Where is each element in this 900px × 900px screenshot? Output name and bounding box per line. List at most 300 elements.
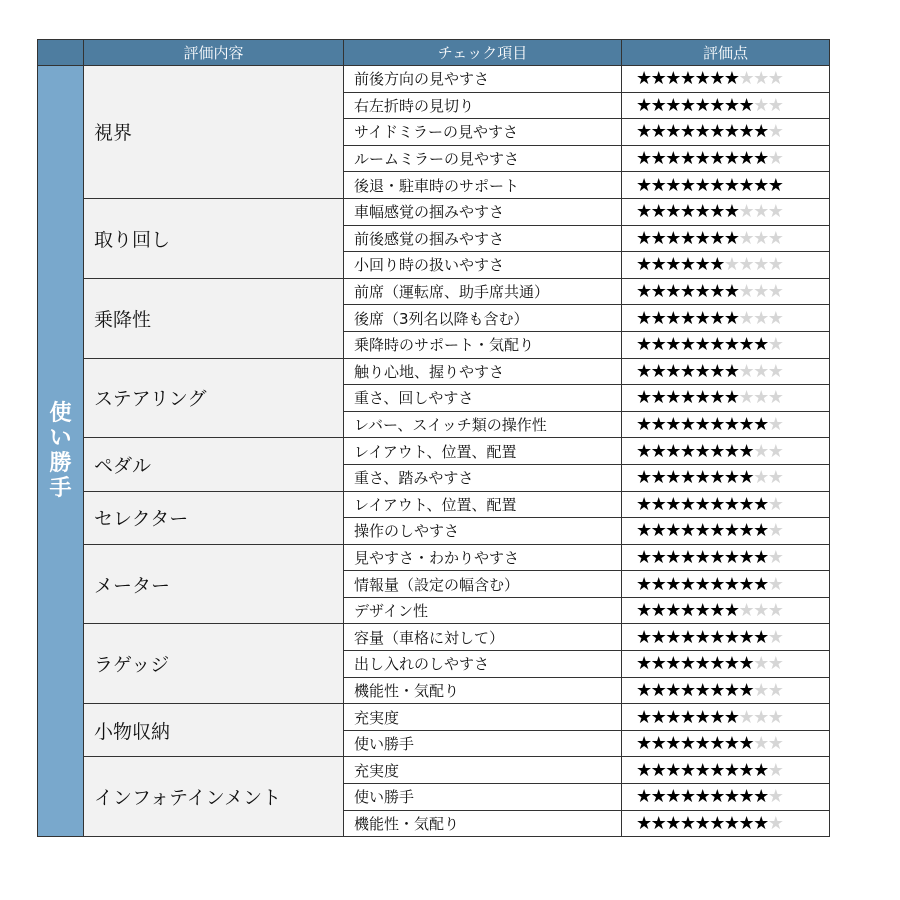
check-item: 充実度 (344, 704, 622, 731)
star-filled-icon: ★ (738, 733, 754, 755)
score-cell (622, 544, 830, 571)
star-filled-icon: ★ (709, 148, 724, 170)
check-item: 使い勝手 (344, 730, 622, 757)
check-item: レイアウト、位置、配置 (344, 491, 622, 518)
star-filled-icon: ★ (650, 520, 666, 542)
check-item: 乗降時のサポート・気配り (344, 331, 622, 358)
score-cell (622, 571, 830, 598)
table-row (38, 438, 830, 465)
star-filled-icon: ★ (650, 679, 666, 701)
star-filled-icon: ★ (753, 520, 768, 542)
score-cell (622, 358, 830, 385)
star-filled-icon: ★ (650, 759, 666, 781)
star-filled-icon: ★ (738, 812, 754, 834)
star-filled-icon: ★ (709, 812, 724, 834)
table-row (38, 624, 830, 651)
check-item: 操作のしやすさ (344, 518, 622, 545)
star-filled-icon: ★ (709, 520, 724, 542)
section-label (38, 66, 84, 837)
star-filled-icon: ★ (650, 600, 666, 622)
star-filled-icon: ★ (650, 68, 666, 90)
star-filled-icon: ★ (679, 174, 695, 196)
star-empty-icon: ★ (767, 281, 783, 303)
star-empty-icon: ★ (723, 254, 739, 276)
star-empty-icon: ★ (753, 68, 768, 90)
star-filled-icon: ★ (738, 520, 754, 542)
evaluation-table (37, 39, 830, 837)
star-filled-icon: ★ (709, 626, 724, 648)
star-filled-icon: ★ (723, 573, 739, 595)
star-empty-icon: ★ (767, 786, 783, 808)
star-filled-icon: ★ (636, 440, 651, 462)
star-rating (636, 680, 782, 701)
table-row (38, 358, 830, 385)
star-empty-icon: ★ (767, 307, 783, 329)
star-filled-icon: ★ (694, 679, 710, 701)
star-rating (636, 813, 782, 834)
star-filled-icon: ★ (709, 360, 724, 382)
star-empty-icon: ★ (753, 653, 768, 675)
star-filled-icon: ★ (738, 334, 754, 356)
category-name: セレクター (84, 491, 344, 544)
score-cell (622, 145, 830, 172)
star-filled-icon: ★ (665, 360, 680, 382)
star-filled-icon: ★ (738, 546, 754, 568)
star-filled-icon: ★ (679, 121, 695, 143)
star-filled-icon: ★ (650, 387, 666, 409)
star-filled-icon: ★ (694, 626, 710, 648)
star-filled-icon: ★ (650, 414, 666, 436)
star-filled-icon: ★ (738, 121, 754, 143)
table-row (38, 704, 830, 731)
star-filled-icon: ★ (636, 121, 651, 143)
score-cell (622, 92, 830, 119)
star-filled-icon: ★ (679, 759, 695, 781)
star-rating (636, 707, 782, 728)
star-filled-icon: ★ (723, 68, 739, 90)
check-item: 出し入れのしやすさ (344, 651, 622, 678)
star-filled-icon: ★ (723, 121, 739, 143)
check-item: 後席（3列名以降も含む） (344, 305, 622, 332)
score-cell (622, 225, 830, 252)
star-filled-icon: ★ (753, 121, 768, 143)
star-empty-icon: ★ (753, 254, 768, 276)
star-filled-icon: ★ (636, 600, 651, 622)
star-filled-icon: ★ (679, 679, 695, 701)
star-filled-icon: ★ (665, 546, 680, 568)
star-rating (636, 361, 782, 382)
header-score: 評価点 (622, 40, 830, 66)
check-item: レイアウト、位置、配置 (344, 438, 622, 465)
star-rating (636, 121, 782, 142)
star-empty-icon: ★ (738, 360, 754, 382)
star-empty-icon: ★ (767, 121, 783, 143)
star-filled-icon: ★ (709, 467, 724, 489)
star-filled-icon: ★ (753, 174, 768, 196)
star-rating (636, 600, 782, 621)
star-filled-icon: ★ (723, 733, 739, 755)
star-filled-icon: ★ (679, 786, 695, 808)
star-filled-icon: ★ (650, 174, 666, 196)
score-cell (622, 464, 830, 491)
star-filled-icon: ★ (753, 148, 768, 170)
star-filled-icon: ★ (709, 653, 724, 675)
star-filled-icon: ★ (679, 467, 695, 489)
star-filled-icon: ★ (753, 812, 768, 834)
star-filled-icon: ★ (723, 281, 739, 303)
star-filled-icon: ★ (753, 334, 768, 356)
score-cell (622, 198, 830, 225)
star-filled-icon: ★ (723, 334, 739, 356)
check-item: 使い勝手 (344, 784, 622, 811)
star-empty-icon: ★ (753, 706, 768, 728)
check-item: サイドミラーの見やすさ (344, 119, 622, 146)
star-filled-icon: ★ (694, 786, 710, 808)
category-name: インフォテインメント (84, 757, 344, 837)
score-cell (622, 651, 830, 678)
star-filled-icon: ★ (679, 201, 695, 223)
score-cell (622, 278, 830, 305)
star-empty-icon: ★ (738, 706, 754, 728)
star-filled-icon: ★ (738, 440, 754, 462)
star-empty-icon: ★ (767, 467, 783, 489)
star-filled-icon: ★ (738, 759, 754, 781)
star-filled-icon: ★ (636, 520, 651, 542)
category-name: 視界 (84, 66, 344, 199)
score-cell (622, 597, 830, 624)
star-filled-icon: ★ (636, 94, 651, 116)
star-filled-icon: ★ (723, 600, 739, 622)
star-filled-icon: ★ (665, 733, 680, 755)
check-item: 車幅感覚の掴みやすさ (344, 198, 622, 225)
star-filled-icon: ★ (636, 467, 651, 489)
star-empty-icon: ★ (767, 360, 783, 382)
star-filled-icon: ★ (753, 573, 768, 595)
star-rating (636, 520, 782, 541)
star-filled-icon: ★ (723, 201, 739, 223)
star-empty-icon: ★ (738, 227, 754, 249)
star-filled-icon: ★ (709, 227, 724, 249)
star-filled-icon: ★ (665, 227, 680, 249)
star-filled-icon: ★ (650, 334, 666, 356)
star-filled-icon: ★ (709, 679, 724, 701)
check-item: 情報量（設定の幅含む） (344, 571, 622, 598)
star-empty-icon: ★ (753, 227, 768, 249)
star-filled-icon: ★ (650, 121, 666, 143)
star-filled-icon: ★ (694, 281, 710, 303)
star-filled-icon: ★ (709, 68, 724, 90)
table-row (38, 544, 830, 571)
section-label-text: 使い勝手 (49, 401, 72, 502)
star-rating (636, 281, 782, 302)
check-item: 後退・駐車時のサポート (344, 172, 622, 199)
header-corner (38, 40, 84, 66)
star-rating (636, 228, 782, 249)
score-cell (622, 66, 830, 93)
star-rating (636, 733, 782, 754)
star-filled-icon: ★ (738, 786, 754, 808)
star-empty-icon: ★ (767, 493, 783, 515)
star-filled-icon: ★ (650, 812, 666, 834)
star-filled-icon: ★ (650, 706, 666, 728)
star-filled-icon: ★ (665, 334, 680, 356)
star-filled-icon: ★ (709, 254, 724, 276)
star-empty-icon: ★ (767, 679, 783, 701)
star-filled-icon: ★ (665, 307, 680, 329)
star-filled-icon: ★ (679, 653, 695, 675)
star-filled-icon: ★ (650, 626, 666, 648)
star-filled-icon: ★ (694, 546, 710, 568)
category-name: 乗降性 (84, 278, 344, 358)
table-row (38, 198, 830, 225)
star-rating (636, 148, 782, 169)
star-filled-icon: ★ (636, 254, 651, 276)
star-rating (636, 786, 782, 807)
star-filled-icon: ★ (694, 733, 710, 755)
star-filled-icon: ★ (636, 281, 651, 303)
star-filled-icon: ★ (665, 68, 680, 90)
star-filled-icon: ★ (679, 733, 695, 755)
star-filled-icon: ★ (679, 227, 695, 249)
star-filled-icon: ★ (694, 759, 710, 781)
star-filled-icon: ★ (636, 227, 651, 249)
score-cell (622, 677, 830, 704)
star-filled-icon: ★ (753, 626, 768, 648)
star-filled-icon: ★ (650, 254, 666, 276)
star-filled-icon: ★ (709, 414, 724, 436)
star-filled-icon: ★ (679, 440, 695, 462)
star-filled-icon: ★ (738, 414, 754, 436)
score-cell (622, 119, 830, 146)
star-filled-icon: ★ (650, 281, 666, 303)
star-filled-icon: ★ (694, 520, 710, 542)
header-check-item: チェック項目 (344, 40, 622, 66)
star-filled-icon: ★ (636, 706, 651, 728)
table-row (38, 66, 830, 93)
score-cell (622, 385, 830, 412)
star-filled-icon: ★ (709, 94, 724, 116)
star-filled-icon: ★ (753, 493, 768, 515)
star-rating (636, 467, 782, 488)
star-empty-icon: ★ (738, 307, 754, 329)
star-filled-icon: ★ (738, 94, 754, 116)
star-filled-icon: ★ (650, 440, 666, 462)
star-filled-icon: ★ (665, 414, 680, 436)
star-filled-icon: ★ (679, 360, 695, 382)
table-body (38, 66, 830, 837)
score-cell (622, 305, 830, 332)
star-filled-icon: ★ (679, 254, 695, 276)
star-filled-icon: ★ (636, 812, 651, 834)
star-filled-icon: ★ (650, 227, 666, 249)
star-filled-icon: ★ (694, 94, 710, 116)
star-empty-icon: ★ (767, 254, 783, 276)
star-filled-icon: ★ (679, 812, 695, 834)
star-filled-icon: ★ (723, 174, 739, 196)
score-cell (622, 252, 830, 279)
star-filled-icon: ★ (694, 68, 710, 90)
star-filled-icon: ★ (723, 440, 739, 462)
star-filled-icon: ★ (709, 440, 724, 462)
star-empty-icon: ★ (738, 600, 754, 622)
table-row (38, 491, 830, 518)
check-item: 充実度 (344, 757, 622, 784)
star-filled-icon: ★ (723, 786, 739, 808)
star-filled-icon: ★ (665, 281, 680, 303)
star-filled-icon: ★ (636, 387, 651, 409)
star-filled-icon: ★ (723, 546, 739, 568)
star-filled-icon: ★ (650, 653, 666, 675)
star-empty-icon: ★ (738, 387, 754, 409)
star-filled-icon: ★ (723, 653, 739, 675)
star-filled-icon: ★ (650, 148, 666, 170)
check-item: 前席（運転席、助手席共通） (344, 278, 622, 305)
star-filled-icon: ★ (723, 307, 739, 329)
star-filled-icon: ★ (723, 414, 739, 436)
check-item: 容量（車格に対して） (344, 624, 622, 651)
star-empty-icon: ★ (767, 94, 783, 116)
star-filled-icon: ★ (679, 94, 695, 116)
star-rating (636, 653, 782, 674)
star-empty-icon: ★ (767, 759, 783, 781)
check-item: ルームミラーの見やすさ (344, 145, 622, 172)
star-filled-icon: ★ (694, 653, 710, 675)
score-cell (622, 172, 830, 199)
star-filled-icon: ★ (665, 121, 680, 143)
table-row (38, 757, 830, 784)
star-filled-icon: ★ (738, 679, 754, 701)
star-filled-icon: ★ (650, 546, 666, 568)
star-empty-icon: ★ (753, 201, 768, 223)
star-rating (636, 201, 782, 222)
star-filled-icon: ★ (665, 786, 680, 808)
star-rating (636, 308, 782, 329)
star-filled-icon: ★ (694, 254, 710, 276)
score-cell (622, 784, 830, 811)
star-filled-icon: ★ (723, 360, 739, 382)
star-filled-icon: ★ (665, 201, 680, 223)
star-empty-icon: ★ (753, 281, 768, 303)
star-filled-icon: ★ (694, 573, 710, 595)
star-empty-icon: ★ (753, 94, 768, 116)
star-filled-icon: ★ (723, 626, 739, 648)
star-filled-icon: ★ (636, 493, 651, 515)
star-filled-icon: ★ (636, 573, 651, 595)
star-filled-icon: ★ (679, 493, 695, 515)
star-filled-icon: ★ (694, 227, 710, 249)
check-item: 重さ、回しやすさ (344, 385, 622, 412)
score-cell (622, 491, 830, 518)
star-filled-icon: ★ (738, 653, 754, 675)
star-filled-icon: ★ (636, 68, 651, 90)
star-empty-icon: ★ (767, 387, 783, 409)
star-empty-icon: ★ (767, 546, 783, 568)
star-filled-icon: ★ (694, 812, 710, 834)
check-item: レバー、スイッチ類の操作性 (344, 411, 622, 438)
star-empty-icon: ★ (753, 360, 768, 382)
star-filled-icon: ★ (679, 307, 695, 329)
check-item: 前後方向の見やすさ (344, 66, 622, 93)
star-empty-icon: ★ (767, 68, 783, 90)
star-filled-icon: ★ (709, 546, 724, 568)
star-filled-icon: ★ (753, 786, 768, 808)
star-filled-icon: ★ (694, 307, 710, 329)
star-filled-icon: ★ (709, 706, 724, 728)
star-filled-icon: ★ (753, 414, 768, 436)
star-filled-icon: ★ (679, 626, 695, 648)
star-filled-icon: ★ (679, 334, 695, 356)
star-filled-icon: ★ (636, 653, 651, 675)
star-rating (636, 574, 782, 595)
score-cell (622, 518, 830, 545)
star-rating (636, 254, 782, 275)
star-empty-icon: ★ (767, 148, 783, 170)
star-filled-icon: ★ (709, 493, 724, 515)
check-item: 右左折時の見切り (344, 92, 622, 119)
star-filled-icon: ★ (665, 520, 680, 542)
star-filled-icon: ★ (665, 706, 680, 728)
header-row (38, 40, 830, 66)
star-filled-icon: ★ (723, 227, 739, 249)
star-filled-icon: ★ (709, 573, 724, 595)
score-cell (622, 810, 830, 837)
star-filled-icon: ★ (650, 467, 666, 489)
star-filled-icon: ★ (636, 626, 651, 648)
star-filled-icon: ★ (665, 387, 680, 409)
star-filled-icon: ★ (665, 94, 680, 116)
star-filled-icon: ★ (650, 201, 666, 223)
star-filled-icon: ★ (723, 812, 739, 834)
star-filled-icon: ★ (665, 759, 680, 781)
score-cell (622, 704, 830, 731)
star-filled-icon: ★ (723, 493, 739, 515)
star-filled-icon: ★ (709, 174, 724, 196)
star-rating (636, 68, 782, 89)
star-filled-icon: ★ (723, 520, 739, 542)
star-filled-icon: ★ (709, 600, 724, 622)
star-filled-icon: ★ (650, 360, 666, 382)
star-filled-icon: ★ (665, 626, 680, 648)
score-cell (622, 624, 830, 651)
score-cell (622, 411, 830, 438)
star-empty-icon: ★ (767, 414, 783, 436)
star-empty-icon: ★ (767, 573, 783, 595)
star-filled-icon: ★ (679, 706, 695, 728)
star-filled-icon: ★ (636, 201, 651, 223)
category-name: メーター (84, 544, 344, 624)
star-filled-icon: ★ (694, 467, 710, 489)
star-filled-icon: ★ (679, 414, 695, 436)
star-rating (636, 175, 782, 196)
header-content: 評価内容 (84, 40, 344, 66)
star-filled-icon: ★ (665, 467, 680, 489)
check-item: 前後感覚の掴みやすさ (344, 225, 622, 252)
star-filled-icon: ★ (636, 360, 651, 382)
star-filled-icon: ★ (709, 281, 724, 303)
star-filled-icon: ★ (753, 759, 768, 781)
star-filled-icon: ★ (665, 493, 680, 515)
star-filled-icon: ★ (650, 94, 666, 116)
star-filled-icon: ★ (665, 573, 680, 595)
star-filled-icon: ★ (665, 254, 680, 276)
star-empty-icon: ★ (753, 307, 768, 329)
star-filled-icon: ★ (723, 148, 739, 170)
check-item: 機能性・気配り (344, 677, 622, 704)
star-empty-icon: ★ (753, 387, 768, 409)
star-filled-icon: ★ (709, 733, 724, 755)
star-filled-icon: ★ (694, 440, 710, 462)
star-empty-icon: ★ (738, 68, 754, 90)
